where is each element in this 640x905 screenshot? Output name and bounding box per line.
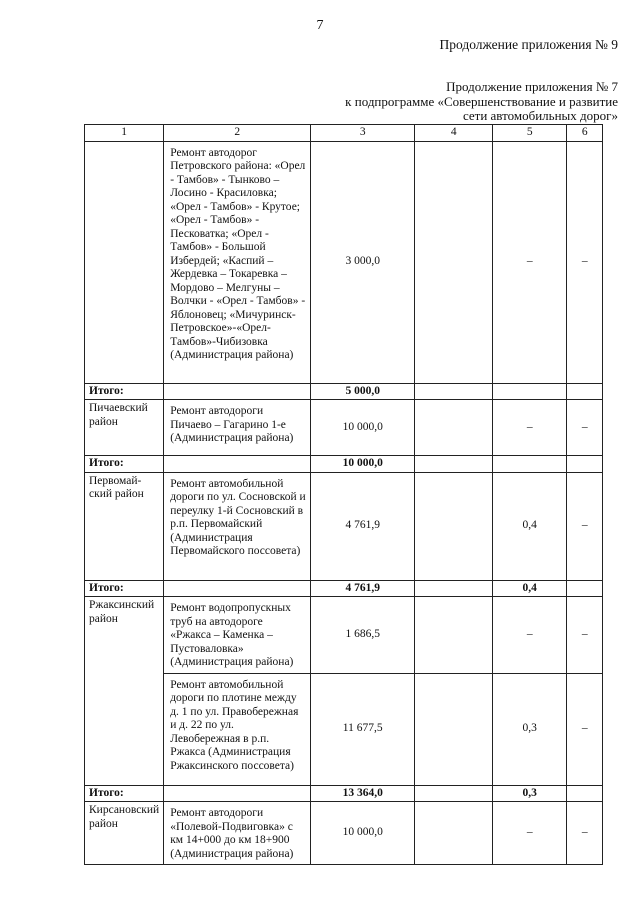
work-description: Ремонт автомобильной дороги по ул. Сосновской и переулку 1-й Сосновский в р.п. Первомайский (Администрация Первомайского поссовета) bbox=[164, 472, 311, 580]
total-label: Итого: bbox=[85, 785, 164, 802]
col5-cell: 0,3 bbox=[493, 673, 567, 785]
table-row bbox=[85, 802, 603, 865]
amount-cell: 1 686,5 bbox=[311, 597, 415, 674]
table-row bbox=[85, 141, 603, 383]
work-description: Ремонт автодороги «Полевой-Подвиговка» с км 14+000 до км 18+900 (Администрация района) bbox=[164, 802, 311, 865]
region-cell: Кирсановский район bbox=[85, 802, 164, 865]
total-col5: 0,4 bbox=[493, 580, 567, 597]
col5-cell: – bbox=[493, 597, 567, 674]
table-row bbox=[85, 472, 603, 580]
col6-cell: – bbox=[567, 673, 603, 785]
column-header: 2 bbox=[164, 125, 311, 142]
total-label: Итого: bbox=[85, 580, 164, 597]
continuation-line: Продолжение приложения № 7 bbox=[446, 79, 618, 94]
continuation-line: сети автомобильных дорог» bbox=[462, 108, 618, 123]
column-header: 6 bbox=[567, 125, 603, 142]
total-label: Итого: bbox=[85, 383, 164, 400]
total-row bbox=[85, 456, 603, 473]
amount-cell: 4 761,9 bbox=[311, 472, 415, 580]
total-label: Итого: bbox=[85, 456, 164, 473]
amount-cell: 10 000,0 bbox=[311, 400, 415, 456]
region-cell: Первомай-ский район bbox=[85, 472, 164, 580]
region-cell: Пичаевский район bbox=[85, 400, 164, 456]
total-col5 bbox=[493, 383, 567, 400]
total-col5 bbox=[493, 456, 567, 473]
total-amount: 10 000,0 bbox=[311, 456, 415, 473]
page-number: 7 bbox=[316, 18, 324, 33]
col6-cell: – bbox=[567, 141, 603, 383]
col4-cell bbox=[415, 673, 493, 785]
col6-cell: – bbox=[567, 400, 603, 456]
work-description: Ремонт автодорог Петровского района: «Орел - Тамбов» - Тынково – Лосино - Красиловка; «Орел - Тамбов» - Крутое; «Орел - Тамбов» - Песковатка; «Орел - Тамбов» - Большой Избердей; «Каспий – Жердевка – Токаревка – Мордово – Мелгуны – Волчки - «Орел - Тамбов» - Яблоновец; «Мичуринск-Петровское»-«Орел-Тамбов»-Чибизовка (Администрация района) bbox=[164, 141, 311, 383]
program-table bbox=[84, 124, 603, 865]
total-row bbox=[85, 580, 603, 597]
col4-cell bbox=[415, 802, 493, 865]
work-description: Ремонт автомобильной дороги по плотине между д. 1 по ул. Правобережная и д. 22 по ул. Левобережная в р.п. Ржакса (Администрация Ржаксинского поссовета) bbox=[164, 673, 311, 785]
total-row bbox=[85, 383, 603, 400]
col6-cell: – bbox=[567, 472, 603, 580]
column-header: 3 bbox=[311, 125, 415, 142]
region-cell bbox=[85, 141, 164, 383]
col4-cell bbox=[415, 141, 493, 383]
column-header: 1 bbox=[85, 125, 164, 142]
amount-cell: 11 677,5 bbox=[311, 673, 415, 785]
column-header-row bbox=[85, 125, 603, 142]
continuation-line: к подпрограмме «Совершенствование и развитие bbox=[345, 93, 618, 109]
col4-cell bbox=[415, 597, 493, 674]
column-header: 5 bbox=[493, 125, 567, 142]
amount-cell: 3 000,0 bbox=[311, 141, 415, 383]
col6-cell: – bbox=[567, 802, 603, 865]
total-row bbox=[85, 785, 603, 802]
table-row bbox=[85, 400, 603, 456]
column-header: 4 bbox=[415, 125, 493, 142]
continuation-block bbox=[345, 80, 618, 124]
total-col5: 0,3 bbox=[493, 785, 567, 802]
col5-cell: – bbox=[493, 802, 567, 865]
col4-cell bbox=[415, 400, 493, 456]
col6-cell: – bbox=[567, 597, 603, 674]
amount-cell: 10 000,0 bbox=[311, 802, 415, 865]
total-amount: 5 000,0 bbox=[311, 383, 415, 400]
work-description: Ремонт водопропускных труб на автодороге «Ржакса – Каменка – Пустоваловка» (Администрация района) bbox=[164, 597, 311, 674]
region-cell: Ржаксинский район bbox=[85, 597, 164, 786]
col5-cell: – bbox=[493, 141, 567, 383]
continuation-top: Продолжение приложения № 9 bbox=[439, 37, 618, 52]
total-amount: 13 364,0 bbox=[311, 785, 415, 802]
total-amount: 4 761,9 bbox=[311, 580, 415, 597]
table-row bbox=[85, 597, 603, 674]
col4-cell bbox=[415, 472, 493, 580]
work-description: Ремонт автодороги Пичаево – Гагарино 1-е (Администрация района) bbox=[164, 400, 311, 456]
col5-cell: 0,4 bbox=[493, 472, 567, 580]
col5-cell: – bbox=[493, 400, 567, 456]
